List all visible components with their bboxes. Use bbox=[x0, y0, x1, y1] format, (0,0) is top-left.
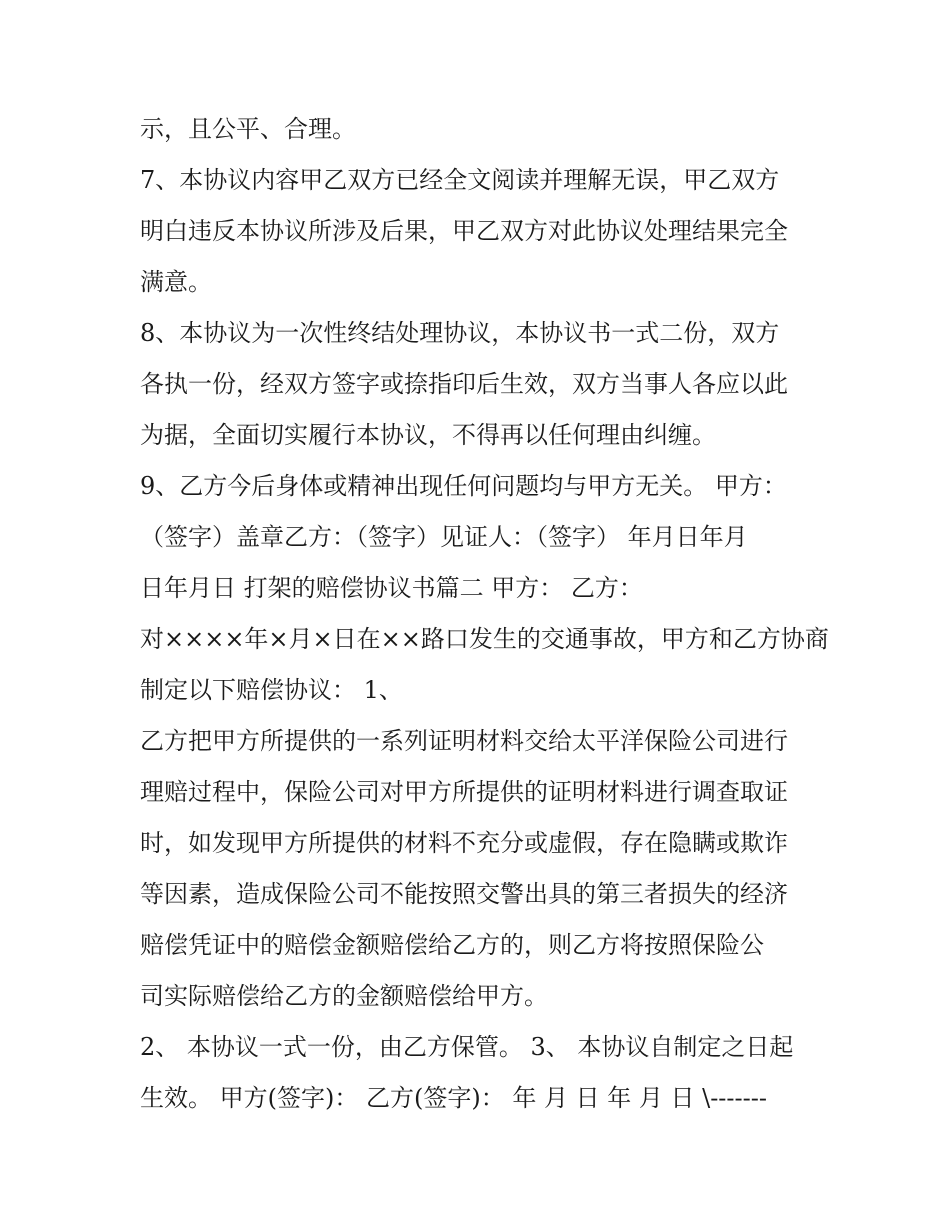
text-line: 明白违反本协议所涉及后果，甲乙双方对此协议处理结果完全 bbox=[140, 217, 788, 245]
text-line: 乙方把甲方所提供的一系列证明材料交给太平洋保险公司进行 bbox=[140, 727, 788, 755]
text-line: 时，如发现甲方所提供的材料不充分或虚假，存在隐瞒或欺诈 bbox=[140, 829, 788, 857]
document-body bbox=[140, 104, 830, 1124]
text-line: 司实际赔偿给乙方的金额赔偿给甲方。 bbox=[140, 982, 548, 1010]
text-line: 为据，全面切实履行本协议，不得再以任何理由纠缠。 bbox=[140, 421, 716, 449]
text-line: 制定以下赔偿协议： 1、 bbox=[140, 676, 403, 704]
text-line: 示，且公平、合理。 bbox=[140, 115, 356, 143]
text-line: 生效。 甲方(签字)： 乙方(签字)： 年 月 日 年 月 日 \------- bbox=[140, 1084, 767, 1112]
text-line: 各执一份，经双方签字或捺指印后生效，双方当事人各应以此 bbox=[140, 370, 788, 398]
text-line: 对××××年×月×日在××路口发生的交通事故，甲方和乙方协商 bbox=[140, 625, 829, 653]
text-line: 9、乙方今后身体或精神出现任何问题均与甲方无关。 甲方： bbox=[140, 472, 787, 500]
text-line: 理赔过程中，保险公司对甲方所提供的证明材料进行调查取证 bbox=[140, 778, 788, 806]
text-line: 等因素，造成保险公司不能按照交警出具的第三者损失的经济 bbox=[140, 880, 788, 908]
text-line: （签字）盖章乙方：（签字）见证人：（签字） 年月日年月 bbox=[140, 523, 748, 551]
text-line: 满意。 bbox=[140, 268, 212, 296]
text-line: 赔偿凭证中的赔偿金额赔偿给乙方的，则乙方将按照保险公 bbox=[140, 931, 764, 959]
text-line: 7、本协议内容甲乙双方已经全文阅读并理解无误，甲乙双方 bbox=[140, 166, 780, 194]
text-line: 8、本协议为一次性终结处理协议，本协议书一式二份，双方 bbox=[140, 319, 780, 347]
text-line: 2、 本协议一式一份，由乙方保管。 3、 本协议自制定之日起 bbox=[140, 1033, 794, 1061]
text-line: 日年月日 打架的赔偿协议书篇二 甲方： 乙方： bbox=[140, 574, 643, 602]
